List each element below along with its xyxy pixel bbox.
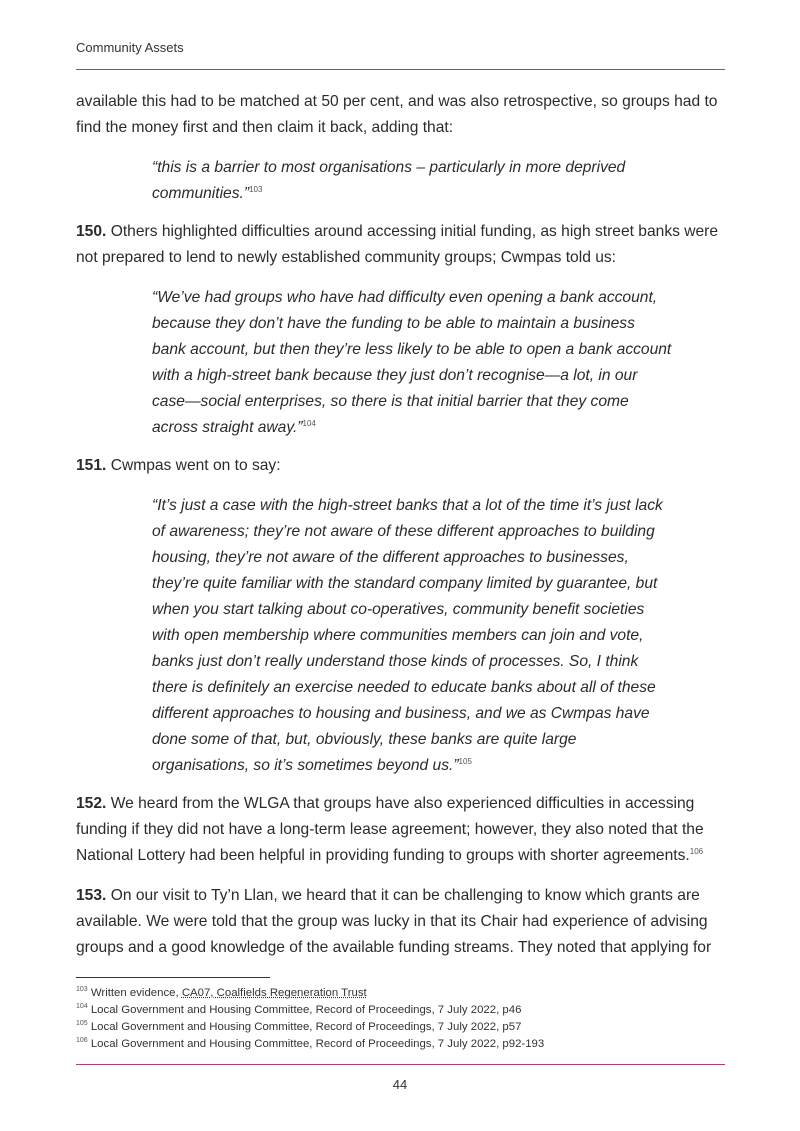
paragraph-text: We heard from the WLGA that groups have also experienced difficulties in accessing funding if they did not have a long-term lease agreement; however, they also noted that the National Lottery had been helpful in providing funding to groups with shorter agreements.: [76, 795, 704, 864]
page-number: 44: [392, 1077, 408, 1092]
paragraph-text: On our visit to Ty’n Llan, we heard that it can be challenging to know which grants are available. We were told that the group was lucky in that its Chair had experience of advising groups and a good knowledge of the available funding streams. They noted that applying for: [76, 887, 712, 956]
paragraph-number: 152.: [76, 795, 107, 812]
paragraph-text: Cwmpas went on to say:: [106, 457, 281, 474]
quote-text: “It’s just a case with the high-street banks that a lot of the time it’s just lack of awareness; they’re not aware of these different approaches to building housing, they’re not aware of the different approaches to businesses, they’re quite familiar with the standard company limited by guarantee, but when you start talking about co-operatives, community benefit societies with open membership where communities members can join and vote, banks just don’t really understand those kinds of processes. So, I think there is definitely an exercise needed to educate banks about all of these different approaches to housing and business, and we as Cwmpas have done some of that, but, obviously, these banks are quite large organisations, so it’s sometimes beyond us.”: [152, 497, 663, 774]
header-rule: [76, 69, 725, 70]
paragraph-151: [76, 453, 726, 479]
paragraph-text: Others highlighted difficulties around accessing initial funding, as high street banks were not prepared to lend to newly established community groups; Cwmpas told us:: [76, 223, 719, 266]
paragraph-number: 151.: [76, 457, 107, 474]
footnote-number: 103: [76, 986, 88, 994]
footnote-link[interactable]: CA07, Coalfields Regeneration Trust: [181, 987, 367, 999]
footnote-104: [76, 1002, 726, 1019]
running-header: Community Assets: [76, 40, 184, 55]
footnote-ref-106[interactable]: 106: [689, 846, 704, 856]
footnote-number: 104: [76, 1003, 88, 1011]
footnote-text: Local Government and Housing Committee, Record of Proceedings, 7 July 2022, p92-193: [87, 1038, 545, 1050]
body-text: [76, 89, 726, 975]
footnote-105: [76, 1019, 726, 1036]
footer-rule: [76, 1064, 725, 1065]
paragraph-153: [76, 883, 726, 961]
footnote-rule: [76, 977, 270, 978]
footnote-text: Local Government and Housing Committee, Record of Proceedings, 7 July 2022, p46: [87, 1004, 522, 1016]
footnote-text: Local Government and Housing Committee, Record of Proceedings, 7 July 2022, p57: [87, 1021, 522, 1033]
footnotes: [76, 985, 726, 1053]
footnote-ref-105[interactable]: 105: [458, 756, 472, 766]
quote-104: [152, 285, 672, 441]
paragraph-150: [76, 219, 726, 271]
paragraph-number: 150.: [76, 223, 107, 240]
footnote-prefix: Written evidence,: [87, 987, 182, 999]
paragraph-continued: available this had to be matched at 50 per cent, and was also retrospective, so groups had to find the money first and then claim it back, adding that:: [76, 93, 718, 136]
footnote-number: 105: [76, 1020, 88, 1028]
quote-103: [152, 155, 672, 207]
quote-105: [152, 493, 672, 779]
footnote-106: [76, 1036, 726, 1053]
footnote-ref-103[interactable]: 103: [249, 184, 263, 194]
paragraph-152: [76, 791, 726, 869]
footnote-103: [76, 985, 726, 1002]
footnote-ref-104[interactable]: 104: [302, 418, 316, 428]
quote-text: “this is a barrier to most organisations – particularly in more deprived communities.”: [152, 159, 626, 202]
quote-text: “We’ve had groups who have had difficulty even opening a bank account, because they don’t have the funding to be able to maintain a business bank account, but then they’re less likely to be able to open a bank account with a high-street bank because they just don’t recognise—a lot, in our case—social enterprises, so there is that initial barrier that they come across straight away.”: [152, 289, 672, 436]
paragraph-number: 153.: [76, 887, 107, 904]
footnote-number: 106: [76, 1037, 88, 1045]
